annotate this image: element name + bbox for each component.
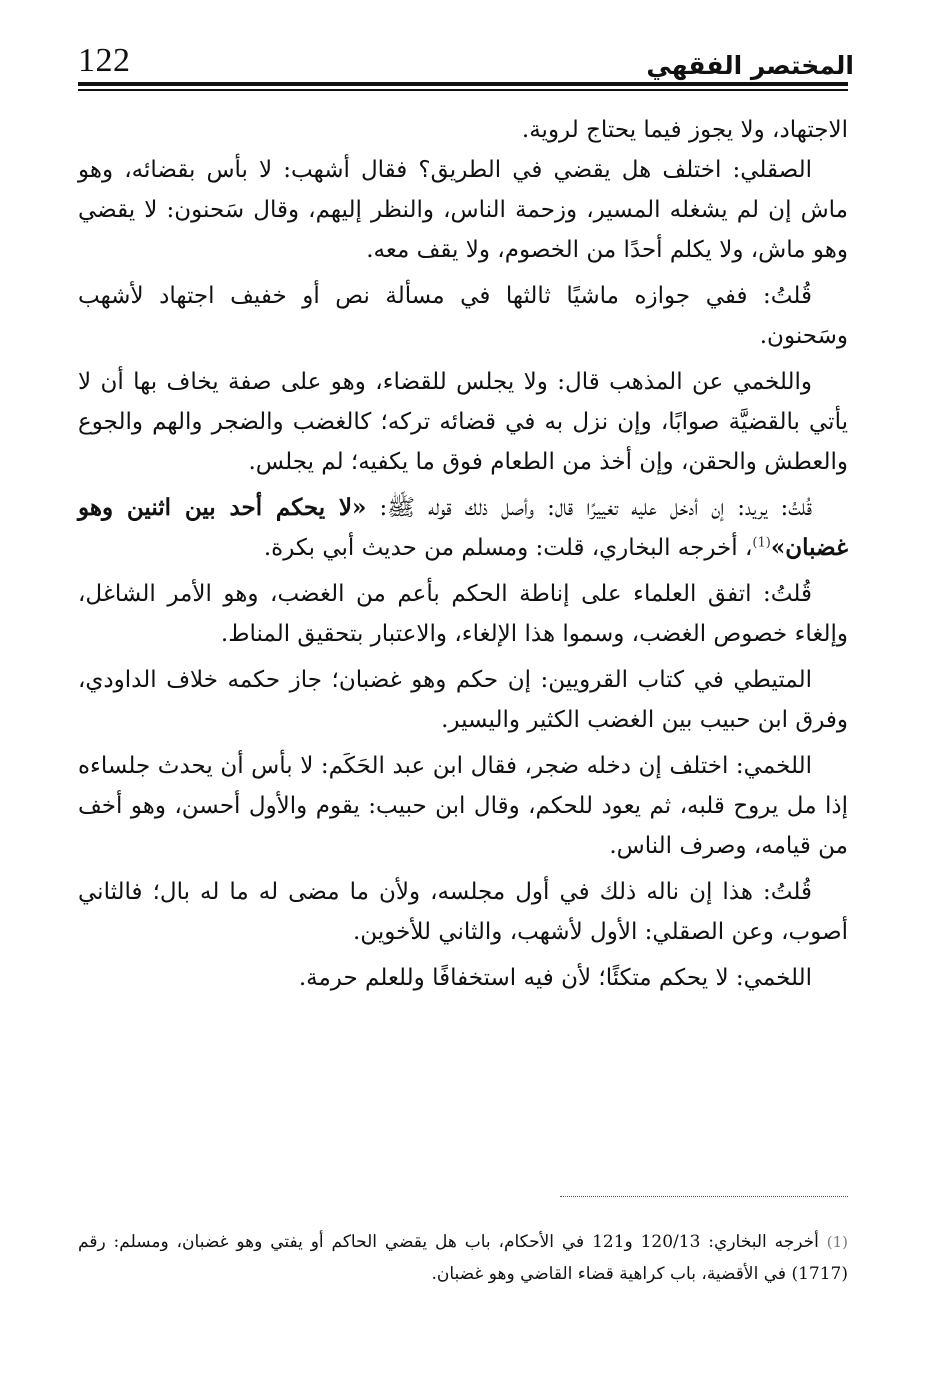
- paragraph-continuation: الاجتهاد، ولا يجوز فيما يحتاج لروية.: [521, 117, 848, 143]
- paragraph: الصقلي: اختلف هل يقضي في الطريق؟ فقال أشهب: لا بأس بقضائه، وهو ماش إن لم يشغله المسير، وزحمة الناس، والنظر إليهم، وقال سَحنون: لا يقضي وهو ماش، ولا يكلم أحدًا من الخصوم، ولا يقف معه.: [78, 157, 848, 263]
- hadith-quote: «لا يحكم أحد بين اثنين وهو غضبان»: [78, 494, 848, 561]
- paragraph: قُلتُ: ففي جوازه ماشيًا ثالثها في مسألة نص أو خفيف اجتهاد لأشهب وسَحنون.: [78, 283, 848, 349]
- paragraph: اللخمي: لا يحكم متكئًا؛ لأن فيه استخفافًا وللعلم حرمة.: [298, 965, 812, 991]
- footnote-item: [78, 1226, 848, 1290]
- footnote-marker: (1): [826, 1233, 849, 1251]
- paragraph: واللخمي عن المذهب قال: ولا يجلس للقضاء، وهو على صفة يخاف بها أن لا يأتي بالقضيَّة صوابًا، وإن نزل به في قضائه تركه؛ كالغضب والضجر والهم والجوع والعطش والحقن، وإن أخذ من الطعام فوق ما يكفيه؛ لم يجلس.: [78, 369, 848, 475]
- footnote-separator: [560, 1196, 848, 1197]
- paragraph-text: قُلتُ: يريد: إن أدخل عليه تغييرًا قال: وأصل ذلك قوله ﷺ:: [366, 495, 812, 521]
- paragraph: اللخمي: اختلف إن دخله ضجر، فقال ابن عبد الحَكَم: لا بأس أن يحدث جلساءه إذا مل يروح قلبه، ثم يعود للحكم، وقال ابن حبيب: يقوم والأول أحسن، وهو أخف من قيامه، وصرف الناس.: [78, 753, 848, 859]
- header-rule-thick: [78, 82, 848, 86]
- paragraph: قُلتُ: هذا إن ناله ذلك في أول مجلسه، ولأن ما مضى له ما له بال؛ فالثاني أصوب، وعن الصقلي: الأول لأشهب، والثاني للأخوين.: [78, 879, 848, 945]
- paragraph: المتيطي في كتاب القرويين: إن حكم وهو غضبان؛ جاز حكمه خلاف الداودي، وفرق ابن حبيب بين الغضب الكثير واليسير.: [78, 667, 848, 733]
- footnote-text: أخرجه البخاري: 120/13 و121 في الأحكام، باب هل يقضي الحاكم أو يفتي وهو غضبان، ومسلم: رقم (1717) في الأقضية، باب كراهية قضاء القاضي وهو غضبان.: [78, 1232, 848, 1284]
- paragraph-text: ، أخرجه البخاري، قلت: ومسلم من حديث أبي بكرة.: [263, 535, 753, 561]
- page-number: 122: [78, 42, 131, 79]
- page-header: [78, 30, 854, 78]
- running-title: المختصر الفقهي: [646, 51, 854, 80]
- header-rule-thin: [78, 89, 848, 91]
- footnotes: [78, 1226, 848, 1290]
- paragraph-hadith: [78, 488, 848, 568]
- footnote-reference[interactable]: (1): [752, 535, 771, 551]
- main-text: [78, 110, 848, 1004]
- paragraph: قُلتُ: اتفق العلماء على إناطة الحكم بأعم من الغضب، وهو الأمر الشاغل، وإلغاء خصوص الغضب، وسموا هذا الإلغاء، والاعتبار بتحقيق المناط.: [78, 581, 848, 647]
